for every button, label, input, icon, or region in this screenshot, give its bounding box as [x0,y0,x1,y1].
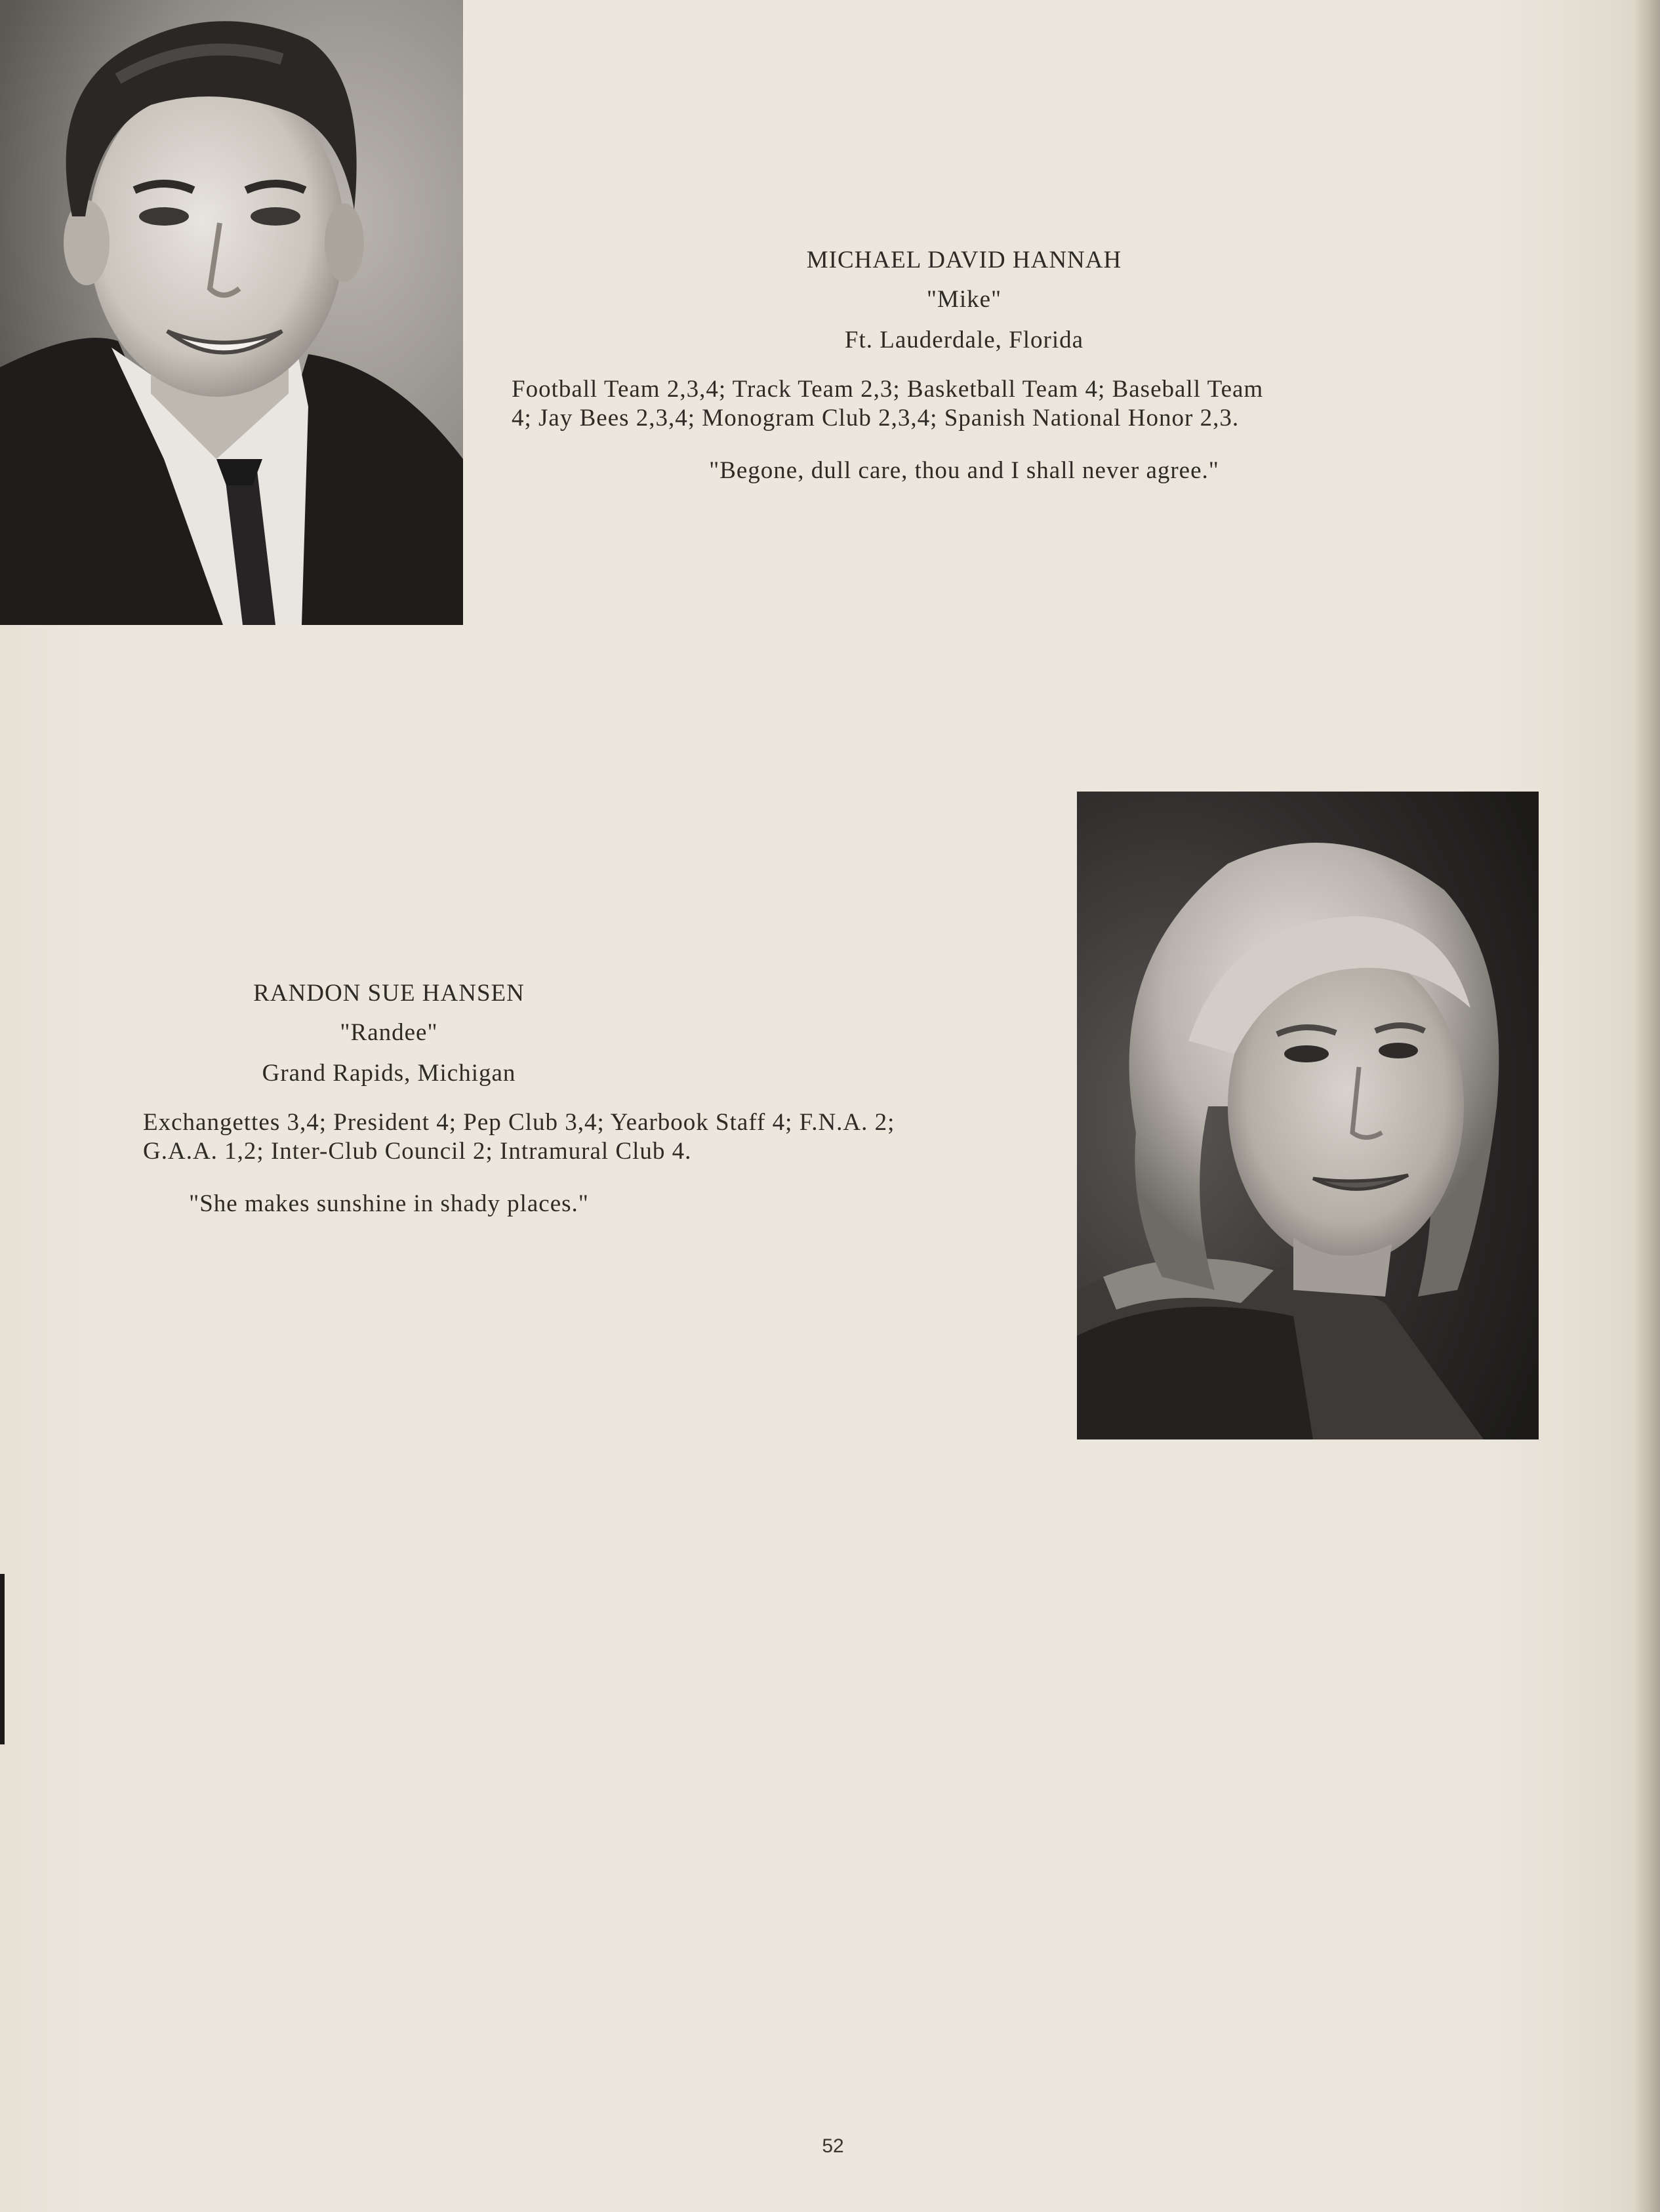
student-hometown: Grand Rapids, Michigan [262,1060,516,1087]
student-activities-line: Exchangettes 3,4; President 4; Pep Club 3,4; Yearbook Staff 4; F.N.A. 2; [143,1109,895,1136]
student-activities-line: Football Team 2,3,4; Track Team 2,3; Basketball Team 4; Baseball Team [512,376,1264,403]
portrait-man-image [0,0,463,625]
portrait-photo-randon-hansen [1077,792,1539,1439]
student-quote: "Begone, dull care, thou and I shall never agree." [709,457,1219,484]
left-edge-mark-bottom [0,1574,5,1744]
student-activities-line: 4; Jay Bees 2,3,4; Monogram Club 2,3,4; Spanish National Honor 2,3. [512,405,1240,432]
student-quote: "She makes sunshine in shady places." [189,1190,589,1217]
student-hometown: Ft. Lauderdale, Florida [844,327,1084,353]
entry-randon-hansen [143,975,1042,1218]
student-activities-line: G.A.A. 1,2; Inter-Club Council 2; Intramural Club 4. [143,1138,692,1165]
portrait-photo-michael-hannah [0,0,463,625]
page-gutter-shadow [1634,0,1660,2212]
entry-michael-hannah [512,241,1417,485]
student-name: MICHAEL DAVID HANNAH [806,247,1122,273]
student-name: RANDON SUE HANSEN [253,980,525,1007]
portrait-woman-image [1077,792,1539,1439]
page-number: 52 [822,2135,844,2157]
student-nickname: "Mike" [926,286,1002,313]
student-nickname: "Randee" [340,1019,438,1046]
